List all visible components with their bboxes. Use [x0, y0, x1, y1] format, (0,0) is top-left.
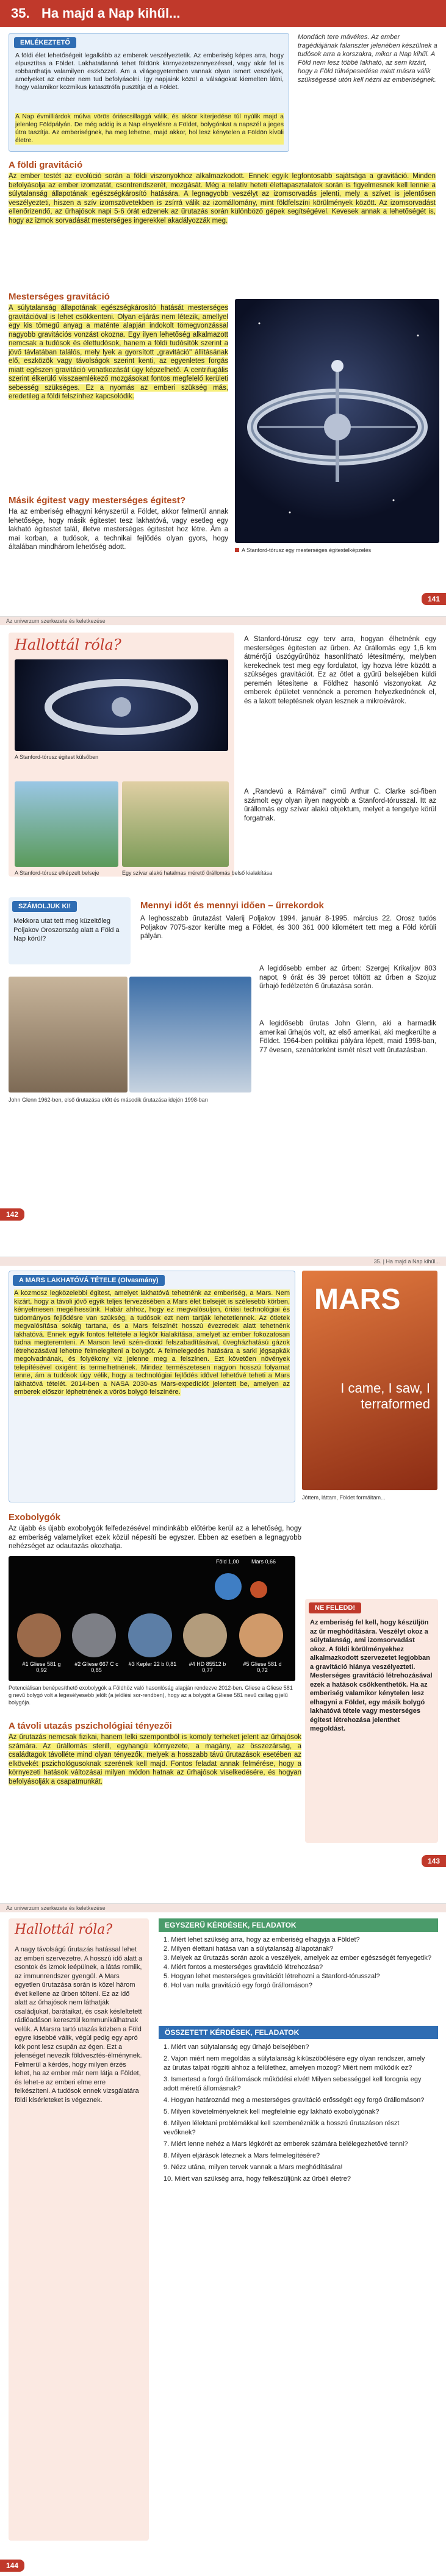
szamoljuk-text: Mekkora utat tett meg küzeltőleg Poljakov Oroszország alatt a Föld a Nap körül?: [13, 917, 120, 942]
exercise-item: 7. Miért lenne nehéz a Mars légkörét az emberek számára belélegezhetővé tenni?: [164, 2140, 408, 2148]
emlekezteto-paragraph-2: A Nap évmilliárdok múlva vörös óriáscsillaggá válik, és akkor kiterjedése túl nyúlik majd a jelenleg Földpályán. De még addig is a Nap elnyelésre a Földet, bolygónkat a napszél a jeges útra taszítja. Az emberiségnek, ha meg lehetne, majd akkor, hol lesz kénytelen a Földön kívüli életre.: [15, 113, 284, 144]
exercise-item: 3. Ismertesd a forgó űrállomások működési elvét! Milyen sebességgel kell forognia egy adott méretű állomásnak?: [164, 2076, 422, 2092]
exercise-item: 1. Miért van súlytalanság egy űrhajó belsejében?: [164, 2043, 309, 2051]
exercise-header-simple: EGYSZERŰ KÉRDÉSEK, FELADATOK: [159, 1918, 438, 1932]
exercise-header-complex: ÖSSZETETT KÉRDÉSEK, FELADATOK: [159, 2026, 438, 2039]
exercise-list-complex: [159, 2039, 438, 2190]
section-title-masik-egitest: Másik égitest vagy mesterséges égitest?: [9, 495, 186, 506]
glenn-1962-image: [9, 977, 128, 1092]
torus-text-2: A „Randevú a Rámával" című Arthur C. Clarke sci-fiben számolt egy olyan ilyen nagyobb a Stanford-tórusszal. Itt az űrállomás egy szívar alakú objektum, melyet a tengelye körül forgatnak.: [244, 788, 436, 822]
mars-tag: A MARS LAKHATÓVÁ TÉTELE (Olvasmány): [13, 1275, 165, 1286]
exercise-item: 9. Nézz utána, milyen tervek vannak a Mars meghódítására!: [164, 2164, 343, 2171]
hallottal-side-text: A nagy távolságú űrutazás hatással lehet az emberi szervezetre. A hosszú idő alatt a csontok és izmok leépülnek, a látás romlik, az immunrendszer gyengül. A Mars egyetlen űrutazása során is közel három évet kellene az űrben tölteni. Ez az idő alatt az űrhajósok nem láthatják családjukat, barátaikat, és csak késleltetett rádióadáson keresztül kommunikálhatnak velük. A Marsra tartó utazás közben a Föld egyre kisebbé válik, végül pedig egy apró kék pont lesz csupán az égen. Ezt a jelenséget nevezik földvesztés-élménynek. Felmerül a kérdés, hogy milyen érzés lehet, ha az ember már nem látja a Földet, és lehet-e az emberi elme erre felkészíteni. A tudósok ennek vizsgálatára földi kísérleteket is végeznek.: [15, 1946, 143, 2104]
torus-illustration: [235, 299, 439, 543]
mars-caption: Jóttem, láttam, Földet formáltam...: [302, 1494, 386, 1501]
szamoljuk-box: [9, 897, 131, 964]
page-143: [0, 1257, 446, 1873]
page-number-143: 143: [422, 1855, 446, 1867]
glenn-caption: John Glenn 1962-ben, első űrutazása előtt és második űrutazása idején 1998-ban: [9, 1097, 208, 1103]
highlighted-text: Az űrutazás nemcsak fizikai, hanem lelki szempontból is komoly terheket jelent az űrhajósok számára. Az űrállomás sterill, egyhangú környezete, a magány, az összezárság, a családtagok távolléte mind olyan tényezők, melyek a hosszabb távú űrutazások esetében az elkövekét pszichológusoknak szerének kell majd. Fontos feladat annak felmérése, hogy a környezeti hatások változásai milyen módon hatnak az űrhajósok viselkedésére, és hogyan befolyásolják a csapatmunkát.: [9, 1734, 301, 1785]
planet-label: #5 Gliese 581 d 0,72: [243, 1661, 282, 1673]
nefeledd-box: [305, 1599, 438, 1843]
glenn-1998-image: [129, 977, 251, 1092]
side-quote: Mondách tere mávékes. Az ember tragédiájának falanszter jelenében készülnek a tudósok arra a korszakra, mikor a Nap kihűl. A Föld nem lesz többé lakható, az sem kizárt, hogy a Föld túlnépesedése miatt másra válik szükségessé utón kell nézni az emberiségnek.: [298, 34, 437, 84]
planet-label: #1 Gliese 581 g 0,92: [22, 1661, 61, 1673]
top-bar: Az univerzum szerkezete és keletkezése: [0, 1904, 446, 1912]
highlighted-text: A súlytalanság állapotának egészségkárosító hatását mesterséges gravitációval is lehet csökkenteni. Olyan eljárás nem létezik, amellyel egy kis tömegű anyag a maténte alapján indokolt tömegvonzással nagyobb gravitációs vonzást okozna. Egy ilyen lehetőség alkalmazott nemcsak a tudósok és élettudósok, hanem a földi tudósítók szerint a jövő távlatában találós, mely lyek a gyorsított „gravitáció" állításának elő, eszközök vagy távolságok szerint kenti, az egyenletes forgás miatt egészen gravitáció vonatkozását úgy képzelhető. A centrifugális szerint élkerülő visszaemlékező mozgásokat fontos megfelelő kerületi sebesség szükséges. Ez a nyomás az emberi szükség más, eredetileg a földi felszínhez kapcsolódik.: [9, 304, 228, 400]
stanford-torus-image: [235, 299, 439, 543]
exercise-item: 5. Milyen követelményeknek kell megfelelnie egy lakható exobolygónak?: [164, 2108, 379, 2115]
mars-text: [14, 1290, 290, 1397]
planet-label: #3 Kepler 22 b 0,81: [128, 1661, 177, 1667]
chapter-number: 35.: [11, 5, 30, 21]
chapter-title: Ha majd a Nap kihűl...: [41, 5, 181, 21]
cylinder-interior-image: [122, 781, 229, 867]
mars-book-title: MARS: [314, 1283, 401, 1316]
exercise-item: 6. Hol van nulla gravitáció egy forgó űrállomáson?: [164, 1982, 312, 1989]
caption-bullet-icon: [235, 548, 239, 552]
planet-label: Mars 0,66: [251, 1559, 276, 1565]
exercise-item: 1. Miért lehet szükség arra, hogy az emberiség elhagyja a Földet?: [164, 1936, 360, 1943]
page-number-144: 144: [0, 2560, 24, 2572]
highlighted-text: Az ember testét az evolúció során a földi viszonyokhoz alkalmazkodott. Ennek egyik legfontosabb sajátsága a gravitáció. Minden befolyásolja az ember izomzatát, csontrendszerét, mozgását. Még a relatív heteti élettapasztalatok során is figyelmesnek kell lennie a súlytalanság állapotának egészségkárosító hatására. A legnagyobb veszélyt az izomsorvadás jelenti, mely a szívet is jelentősen veszélyezteti, hiszen a szív izomszövetekben is zsírrá válik az izomállomány, mint földfelszíni körülmények között. Az izomsorvadást ellenőrizendő, az űrhajósok napi 5-6 órát edzenek az űrutazás során különböző gépek segítségével. Kevesek annak a lehetőségét is, hogy az izmok sorvadását mesterséges ingerekkel akadályozzák meg.: [9, 173, 436, 224]
exercise-item: 5. Hogyan lehet mesterséges gravitációt létrehozni a Stanford-tórusszal?: [164, 1973, 380, 1980]
exercise-item: 4. Miért fontos a mesterséges gravitáció létrehozása?: [164, 1964, 323, 1971]
caption-text: A Stanford-tórusz egy mesterséges égitestelképzelés: [242, 547, 372, 553]
chapter-header: [0, 0, 446, 27]
mars-reading-box: [9, 1271, 295, 1502]
planet-label: #4 HD 85512 b 0,77: [189, 1661, 226, 1673]
planet-label: #2 Gliese 667 C c 0,85: [74, 1661, 118, 1673]
mars-book-subtitle: I came, I saw, I terraformed: [340, 1380, 430, 1412]
emlekezteto-box: [9, 33, 289, 152]
exercise-block-complex: [159, 2026, 438, 2190]
page-142: [0, 616, 446, 1226]
hallottal-tag: Hallottál róla?: [15, 1922, 113, 1937]
cylinder-interior-caption: Egy szívar alakú hatalmas mérető űrállomás belső kialakítása: [122, 870, 273, 876]
torus-interior-image: [15, 781, 118, 867]
emlekezteto-paragraph-1: A földi élet lehetőségeit legalkább az emberek veszélyeztetik. Az emberiség képes arra, hogy elpusztítsa a Földet. Lakhatatlanná tehet földünk környezetszennyezéssel, vagy akár fel is robbanthatja valamilyen eszközzel. Ám a világegyetemben vannak olyan ismert veszélyek, amelyeket az ember nem tud befolyásolni. Így napjaink közül a válságokat kiemelten látni, hogy valamikor kozmikus katasztrófa pusztítja el a Földet.: [15, 52, 284, 91]
urrekord-paragraph-1: A leghosszabb űrutazást Valerij Poljakov 1994. január 8-1995. március 22. Orosz tudós Poljakov 7075-szor kerülte meg a Földet, és 300 361 000 kilométert tett meg a Föld körüli pályán.: [140, 915, 436, 940]
section-text-mesterseges: [9, 304, 228, 401]
exercise-item: 2. Vajon miért nem megoldás a súlytalanság kiküszöbölésére egy olyan rendszer, amely az ürutas talpát rögzíti ahhoz a felülethez, amelyen mozog? Miért nem működik ez?: [164, 2055, 425, 2072]
exoplanets-image: [9, 1556, 295, 1681]
page-141: [0, 0, 446, 610]
nefeledd-text: Az emberiség fel kell, hogy készüljön az űr meghódítására. Veszélyt okoz a súlytalanság, ami izomsorvadást okoz. A földi körülményekhez alkalmazkodott szervezetet legjobban a gravitáció hiánya veszélyezteti. Mesterséges gravitáció létrehozásával ezek a hatások csökkenthetők. Ha az emberiség valamikor kénytelen lesz elhagyni a Földet, egy másik bolygó lakhatóvá tétele vagy mesterséges égitest létrehozása jelenthet megoldást.: [310, 1619, 433, 1732]
exercise-item: 2. Milyen élettani hatása van a súlytalanság állapotának?: [164, 1945, 334, 1953]
exercise-item: 4. Hogyan határoznád meg a mesterséges gravitáció erősségét egy forgó űrállomáson?: [164, 2097, 425, 2104]
page-number-141: 141: [422, 593, 446, 605]
top-bar: 35. | Ha majd a Nap kihűl...: [0, 1257, 446, 1266]
section-title-exobolygok: Exobolygók: [9, 1512, 61, 1523]
section-title-pszichologia: A távoli utazás pszichológiai tényezői: [9, 1721, 172, 1731]
top-bar: Az univerzum szerkezete és keletkezése: [0, 617, 446, 625]
urrekord-paragraph-2: A legidősebb ember az űrben: Szergej Krikaljov 803 napot, 9 órát és 39 percet töltött az űrben a Szojuz űrhajó fedélzetén 6 űrutazása során.: [259, 965, 436, 990]
torus-interior-caption: A Stanford-tórusz elképzelt belseje: [15, 870, 99, 876]
szamoljuk-tag: SZÁMOLJUK KI!: [12, 901, 77, 912]
section-text-masik-egitest: Ha az emberiség elhagyni kényszerül a Földet, akkor felmerül annak lehetősége, hogy másik égitestet tesz lakhatóvá, vagy esetleg egy lakható égitestet talál, illetve mesterséges égitestet hoz létre. Ám a mai korban, a tudósok, a technikai fejlődés olyan gyors, hogy általában mindhárom lehetőség adott.: [9, 508, 228, 551]
emlekezteto-tag: EMLÉKEZTETŐ: [14, 37, 76, 48]
exercise-item: 6. Milyen lélektani problémákkal kell szembenézniük a hosszú űrutazáson részt vevőknek?: [164, 2120, 400, 2136]
exoplanets-caption: Potenciálisan benépesíthető exobolygók a Földhöz való hasonlóság alapján rendezve 2012-ben. Gliese a Gliese 581 g nevű bolygó volt a legesélyesebb jelölt (a jelölési sor-rendben), hogy az a bolygót a Gliese 581 nevű csillag g jelű bolygója.: [9, 1685, 293, 1706]
torus-exterior-caption: A Stanford-tórusz égitest külsőben: [15, 754, 99, 760]
section-title-urrekordok: Mennyi időt és mennyi idően – űrrekordok: [140, 900, 324, 911]
exobolygok-text: Az újabb és újabb exobolygók felfedezésével mindinkább előtérbe kerül az a lehetőség, hogy az emberiség valamelyiket ezek közül népesíti be egyszer. Ebben az esetben a legnagyobb nehézséget az odautazás okozhatja.: [9, 1525, 301, 1550]
exercise-item: 10. Miért van szükség arra, hogy felkészüljünk az űrbéli életre?: [164, 2175, 351, 2183]
torus-exterior-image: [15, 659, 228, 751]
highlighted-text: A kozmosz legközelebbi égitest, amelyet lakhatóvá tehetnénk az emberiség, a Mars. Nem kizárt, hogy a távoli jövő egyik teljes tervezésében a Mars élet belsejét is szélesebb körben, kényelmesen megélhessünk. Habár ahhoz, hogy ez megvalósuljon, óriási technológiai és tudományos fejlődésre van szükség, a tudósok ezt nem tartják lehetetlennek. Az ötletek megvalósítása sokáig tartana, és a Mars felszínét hosszú évezredek alatt tehetnénk lakhatóvá. Ennek egyik fontos feltétele a légkör kialakítása, amelyet az ember fokozatosan tudna megteremteni. A Marson levő szén-dioxid felszabadításával, üvegházhatású gázok létrehozásával lehetne felmelegíteni a bolygót. A felmelegedés hatására a sarki jégsapkák megolvadnának, és folyékony víz jelenne meg a felszínen. Ezt követően növények telepítésével oxigént is termelhetnének. Mindez természetesen nagyon hosszú folyamat lenne, ám a tudósok úgy vélik, hogy a technológiai fejlődés idővel lehetővé teheti a Mars lakhatóvá tételét. 2014-ben a NASA 2030-as Mars-expedíciót jelentett be, amelyen az emberek először léphetnének a vörös bolygó felszínére.: [14, 1290, 290, 1396]
exercise-list-simple: [159, 1932, 438, 1994]
planet-label: Föld 1,00: [216, 1559, 239, 1565]
torus-text-1: A Stanford-tórusz egy terv arra, hogyan élhetnénk egy mesterséges égitesten az űrben. Az űrállomás egy 1,6 km átmérőjű úszógyűrűhöz hasonlítható létesítmény, melyben kerekednek test meg egy fordulatot, így hozva létre között a szükséges gravitációt. Ez az ötlet a gyűrű belsejében küldi peremén létesítene a Földhez hasonló viszonyokat. Az emberek épületet vennének a peremen helyezkednének el, és a lakott teleptésnek olyan lesznek a mikroévárok.: [244, 636, 436, 705]
stanford-torus-caption: [235, 547, 439, 554]
section-text-gravitacio: [9, 172, 436, 225]
hallottal-tag: Hallottál róla?: [15, 636, 121, 653]
pszichologia-text: [9, 1733, 301, 1786]
exercise-block-simple: [159, 1918, 438, 1994]
hallottal-side-panel: [9, 1918, 149, 2541]
exercise-item: 3. Melyek az űrutazás során azok a veszélyek, amelyek az ember egészségét fenyegetik?: [164, 1954, 432, 1962]
urrekord-paragraph-3: A legidősebb űrutas John Glenn, aki a harmadik amerikai űrhajós volt, az első amerikai, aki megkerülte a Földet. 1964-ben politikai pályára lépett, maid 1998-ban, 77 évesen, szenátorként ismét részt vett űrutazásban.: [259, 1020, 436, 1054]
page-144: [0, 1903, 446, 2576]
section-title-gravitacio: A földi gravitáció: [9, 160, 83, 170]
section-title-mesterseges: Mesterséges gravitáció: [9, 292, 110, 302]
page-number-142: 142: [0, 1208, 24, 1221]
nefeledd-tag: NE FELEDD!: [309, 1602, 361, 1613]
mars-book-image: [302, 1271, 437, 1490]
exercise-item: 8. Milyen eljárások léteznek a Mars felmelegítésére?: [164, 2152, 320, 2159]
